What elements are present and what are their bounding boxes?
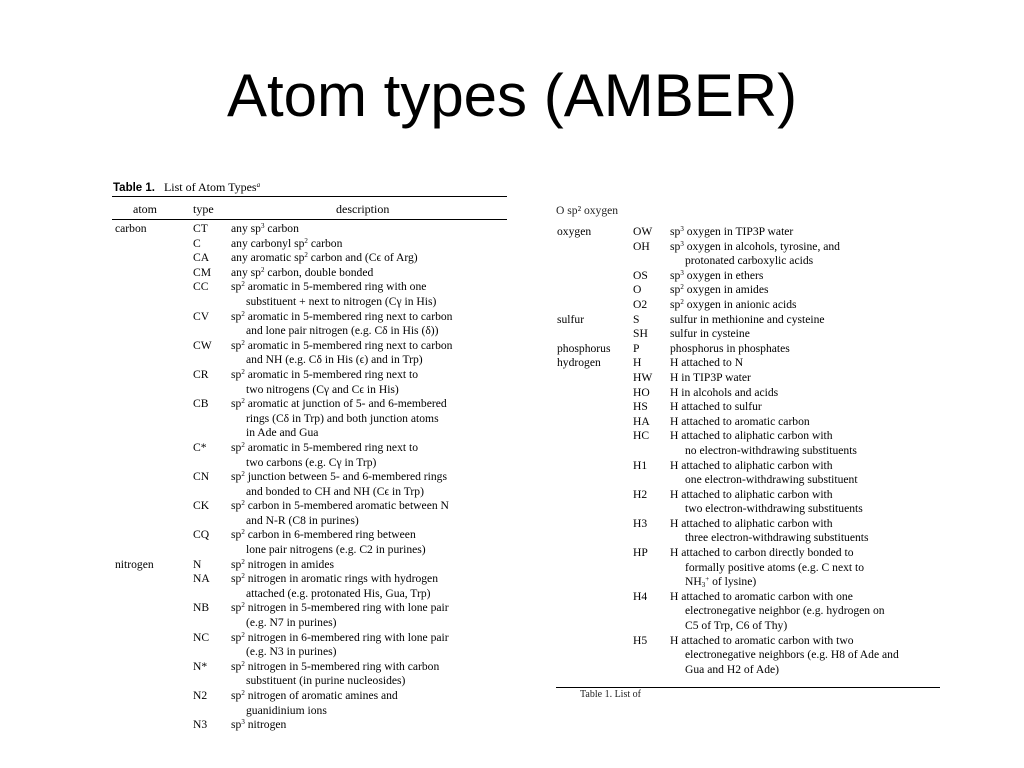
description-line: $sp^2$ oxygen in anionic acids	[670, 297, 797, 311]
description-line: any $sp^3$ carbon	[231, 222, 299, 235]
description-line: and bonded to CH and NH (Cϵ in Trp)	[246, 484, 424, 498]
description-line: $sp^2$ aromatic in 5-membered ring next to	[231, 367, 419, 381]
type-cell: C	[193, 236, 201, 250]
table-row	[557, 400, 947, 415]
type-cell: OH	[633, 239, 650, 253]
description-line: $sp^2$ nitrogen in 5-membered ring with carbon	[231, 659, 440, 673]
table-row	[115, 280, 510, 309]
left-table	[115, 222, 510, 733]
description-line: one electron-withdrawing substituent	[685, 473, 858, 487]
table-top-rule	[112, 196, 507, 197]
right-table-bottom-rule	[556, 687, 940, 688]
description-cell	[231, 528, 510, 557]
atom-cell: nitrogen	[115, 557, 154, 571]
description-line: no electron-withdrawing substituents	[685, 443, 857, 457]
description-line: (e.g. N7 in purines)	[246, 616, 337, 630]
type-cell: CM	[193, 265, 212, 279]
table-caption-footnote-mark: a	[256, 181, 261, 189]
description-line: H attached to aliphatic carbon with	[670, 458, 833, 472]
description-line: $sp^2$ nitrogen in amides	[231, 557, 335, 571]
type-cell: CV	[193, 309, 210, 323]
description-line: $sp^2$ aromatic in 5-membered ring with one	[231, 280, 427, 294]
table-row	[115, 572, 510, 601]
description-line: guanidinium ions	[246, 703, 327, 717]
table-row	[557, 342, 947, 357]
description-line: $sp^2$ nitrogen in 5-membered ring with lone pair	[231, 601, 449, 615]
table-row	[115, 339, 510, 368]
description-line: H attached to aliphatic carbon with	[670, 429, 833, 443]
description-cell	[231, 601, 510, 630]
type-cell: CR	[193, 367, 209, 381]
description-cell	[231, 368, 510, 397]
description-line: $sp^2$ aromatic at junction of 5- and 6-membered	[231, 397, 447, 411]
description-line: and lone pair nitrogen (e.g. Cδ in His (δ))	[246, 324, 439, 338]
description-cell	[231, 310, 510, 339]
description-line: $sp^3$ oxygen in ethers	[670, 268, 764, 282]
type-cell: O2	[633, 297, 648, 311]
description-cell	[670, 298, 947, 313]
table-row	[557, 634, 947, 678]
table-row	[557, 459, 947, 488]
description-cell	[231, 631, 510, 660]
table-row	[557, 371, 947, 386]
table-row	[115, 558, 510, 573]
description-line: $sp^3$ oxygen in alcohols, tyrosine, and	[670, 239, 840, 253]
description-line: $sp^3$ nitrogen	[231, 718, 287, 732]
description-line: H attached to sulfur	[670, 400, 762, 414]
type-cell: H2	[633, 487, 648, 501]
atom-cell: hydrogen	[557, 356, 601, 370]
type-cell: CW	[193, 338, 212, 352]
description-cell	[231, 266, 510, 281]
table-row	[557, 298, 947, 313]
table-row	[115, 266, 510, 281]
atom-cell: sulfur	[557, 312, 585, 326]
type-cell: NA	[193, 572, 210, 586]
description-cell	[231, 470, 510, 499]
description-line: H attached to aromatic carbon with one	[670, 589, 853, 603]
description-line: Gua and H2 of Ade)	[685, 662, 780, 676]
description-cell	[670, 488, 947, 517]
table-row	[115, 718, 510, 733]
description-line: C5 of Trp, C6 of Thy)	[685, 619, 788, 633]
description-cell	[670, 225, 947, 240]
description-line: $sp^2$ carbon in 6-membered ring between	[231, 528, 416, 542]
description-line: H attached to N	[670, 356, 744, 370]
table-row	[557, 225, 947, 240]
description-line: substituent (in purine nucleosides)	[246, 674, 406, 688]
type-cell: P	[633, 341, 640, 355]
slide-title: Atom types (AMBER)	[226, 62, 798, 129]
type-cell: H3	[633, 516, 648, 530]
description-line: $sp^2$ oxygen in amides	[670, 283, 769, 297]
table-row	[115, 310, 510, 339]
description-cell	[231, 499, 510, 528]
type-cell: CQ	[193, 528, 210, 542]
description-cell	[231, 558, 510, 573]
atom-cell: oxygen	[557, 225, 592, 238]
description-cell	[670, 634, 947, 678]
type-cell: H4	[633, 589, 648, 603]
type-cell: CB	[193, 397, 209, 411]
description-line: attached (e.g. protonated His, Gua, Trp)	[246, 586, 431, 600]
description-cell	[231, 397, 510, 441]
description-cell	[670, 415, 947, 430]
type-cell: OW	[633, 225, 653, 238]
description-cell	[670, 356, 947, 371]
type-cell: H1	[633, 458, 648, 472]
type-cell: CT	[193, 222, 208, 235]
description-line: any $sp^2$ carbon, double bonded	[231, 265, 374, 279]
table-row	[115, 441, 510, 470]
type-cell: N*	[193, 659, 208, 673]
description-cell	[670, 546, 947, 590]
description-line: H attached to aliphatic carbon with	[670, 516, 833, 530]
type-cell: N3	[193, 718, 208, 732]
description-cell	[670, 459, 947, 488]
description-line: H attached to aliphatic carbon with	[670, 487, 833, 501]
description-cell	[231, 237, 510, 252]
table-caption-label: Table 1.	[113, 182, 155, 194]
description-cell	[231, 441, 510, 470]
header-atom: atom	[133, 202, 157, 216]
description-cell	[670, 371, 947, 386]
description-line: H attached to aromatic carbon with two	[670, 633, 854, 647]
description-line: lone pair nitrogens (e.g. C2 in purines)	[246, 543, 426, 557]
table-row	[557, 327, 947, 342]
right-table	[557, 225, 947, 677]
description-line: (e.g. N3 in purines)	[246, 645, 337, 659]
type-cell: HC	[633, 429, 650, 443]
table-row	[115, 528, 510, 557]
description-line: $sp^2$ aromatic in 5-membered ring next to carbon	[231, 309, 453, 323]
description-line: H in alcohols and acids	[670, 385, 779, 399]
table-row	[557, 313, 947, 328]
description-cell	[670, 517, 947, 546]
description-cell	[670, 240, 947, 269]
type-cell: HO	[633, 385, 650, 399]
table-row	[115, 631, 510, 660]
description-cell	[231, 222, 510, 237]
description-line: protonated carboxylic acids	[685, 254, 814, 268]
description-line: sulfur in methionine and cysteine	[670, 312, 825, 326]
description-cell	[231, 689, 510, 718]
type-cell: NC	[193, 630, 210, 644]
type-cell: HA	[633, 414, 650, 428]
table-caption-text: List of Atom Types	[163, 180, 257, 194]
description-line: $sp^2$ nitrogen in 6-membered ring with lone pair	[231, 630, 449, 644]
description-line: $sp^2$ carbon in 5-membered aromatic between N	[231, 499, 449, 513]
description-cell	[670, 313, 947, 328]
type-cell: CC	[193, 280, 209, 294]
description-line: H attached to carbon directly bonded to	[670, 546, 854, 560]
description-line: phosphorus in phosphates	[670, 341, 790, 355]
type-cell: SH	[633, 327, 648, 341]
description-line: $sp^2$ nitrogen of aromatic amines and	[231, 689, 398, 702]
description-cell	[670, 342, 947, 357]
table-row	[115, 397, 510, 441]
type-cell: O	[633, 283, 642, 297]
description-cell	[231, 572, 510, 601]
description-line: $NH_3^+$ of lysine)	[685, 575, 757, 590]
type-cell: H5	[633, 633, 648, 647]
table-caption	[113, 180, 260, 195]
description-cell	[231, 251, 510, 266]
type-cell: CN	[193, 470, 210, 484]
description-line: electronegative neighbors (e.g. H8 of Ade and	[685, 648, 899, 662]
description-line: two nitrogens (Cγ and Cϵ in His)	[246, 382, 399, 396]
table-row	[115, 689, 510, 718]
type-cell: HS	[633, 400, 648, 414]
header-bottom-rule	[112, 219, 507, 220]
description-line: sulfur in cysteine	[670, 327, 750, 341]
header-type: type	[193, 202, 214, 216]
table-row	[115, 251, 510, 266]
table-row	[557, 429, 947, 458]
description-cell	[670, 386, 947, 401]
description-line: in Ade and Gua	[246, 426, 319, 440]
right-table-cut-bottom: Table 1. List of	[580, 689, 641, 700]
description-cell	[231, 718, 510, 733]
type-cell: HW	[633, 370, 653, 384]
description-line: substituent + next to nitrogen (Cγ in His)	[246, 294, 437, 308]
description-line: H in TIP3P water	[670, 370, 751, 384]
right-table-cut-top: O sp² oxygen	[556, 204, 619, 217]
description-cell	[670, 283, 947, 298]
description-line: and NH (e.g. Cδ in His (ϵ) and in Trp)	[246, 353, 423, 367]
atom-cell: carbon	[115, 222, 147, 235]
type-cell: N	[193, 557, 202, 571]
description-line: electronegative neighbor (e.g. hydrogen on	[685, 604, 885, 618]
description-cell	[670, 590, 947, 634]
table-row	[557, 415, 947, 430]
description-line: $sp^2$ aromatic in 5-membered ring next to	[231, 440, 419, 454]
table-row	[557, 356, 947, 371]
description-line: two electron-withdrawing substituents	[685, 502, 863, 516]
type-cell: S	[633, 312, 640, 326]
description-cell	[670, 327, 947, 342]
type-cell: N2	[193, 689, 208, 702]
table-row	[115, 660, 510, 689]
type-cell: C*	[193, 440, 207, 454]
table-row	[557, 283, 947, 298]
description-line: $sp^2$ nitrogen in aromatic rings with hydrogen	[231, 572, 439, 586]
description-line: $sp^2$ aromatic in 5-membered ring next to carbon	[231, 338, 453, 352]
description-cell	[670, 269, 947, 284]
description-cell	[670, 429, 947, 458]
table-row	[115, 222, 510, 237]
table-row	[115, 237, 510, 252]
description-line: any carbonyl $sp^2$ carbon	[231, 236, 343, 250]
description-line: two carbons (e.g. Cγ in Trp)	[246, 455, 377, 469]
table-row	[557, 269, 947, 284]
description-line: three electron-withdrawing substituents	[685, 531, 869, 545]
type-cell: OS	[633, 268, 648, 282]
table-row	[115, 601, 510, 630]
type-cell: CK	[193, 499, 210, 513]
description-line: any aromatic $sp^2$ carbon and (Cϵ of Arg)	[231, 251, 418, 265]
description-cell	[231, 660, 510, 689]
table-row	[557, 240, 947, 269]
description-cell	[231, 280, 510, 309]
type-cell: NB	[193, 601, 210, 615]
description-line: rings (Cδ in Trp) and both junction atoms	[246, 411, 439, 425]
description-line: $sp^3$ oxygen in TIP3P water	[670, 225, 794, 238]
atom-cell: phosphorus	[557, 341, 611, 355]
table-row	[557, 386, 947, 401]
description-cell	[670, 400, 947, 415]
table-row	[557, 590, 947, 634]
description-line: H attached to aromatic carbon	[670, 414, 810, 428]
type-cell: CA	[193, 251, 210, 265]
description-line: and N-R (C8 in purines)	[246, 513, 359, 527]
description-cell	[231, 339, 510, 368]
table-row	[557, 517, 947, 546]
description-line: $sp^2$ junction between 5- and 6-membered rings	[231, 470, 447, 484]
type-cell: HP	[633, 546, 648, 560]
type-cell: H	[633, 356, 642, 370]
table-row	[115, 499, 510, 528]
table-row	[115, 368, 510, 397]
description-line: formally positive atoms (e.g. C next to	[685, 560, 865, 574]
table-row	[557, 488, 947, 517]
table-row	[115, 470, 510, 499]
header-description: description	[336, 202, 390, 216]
table-row	[557, 546, 947, 590]
